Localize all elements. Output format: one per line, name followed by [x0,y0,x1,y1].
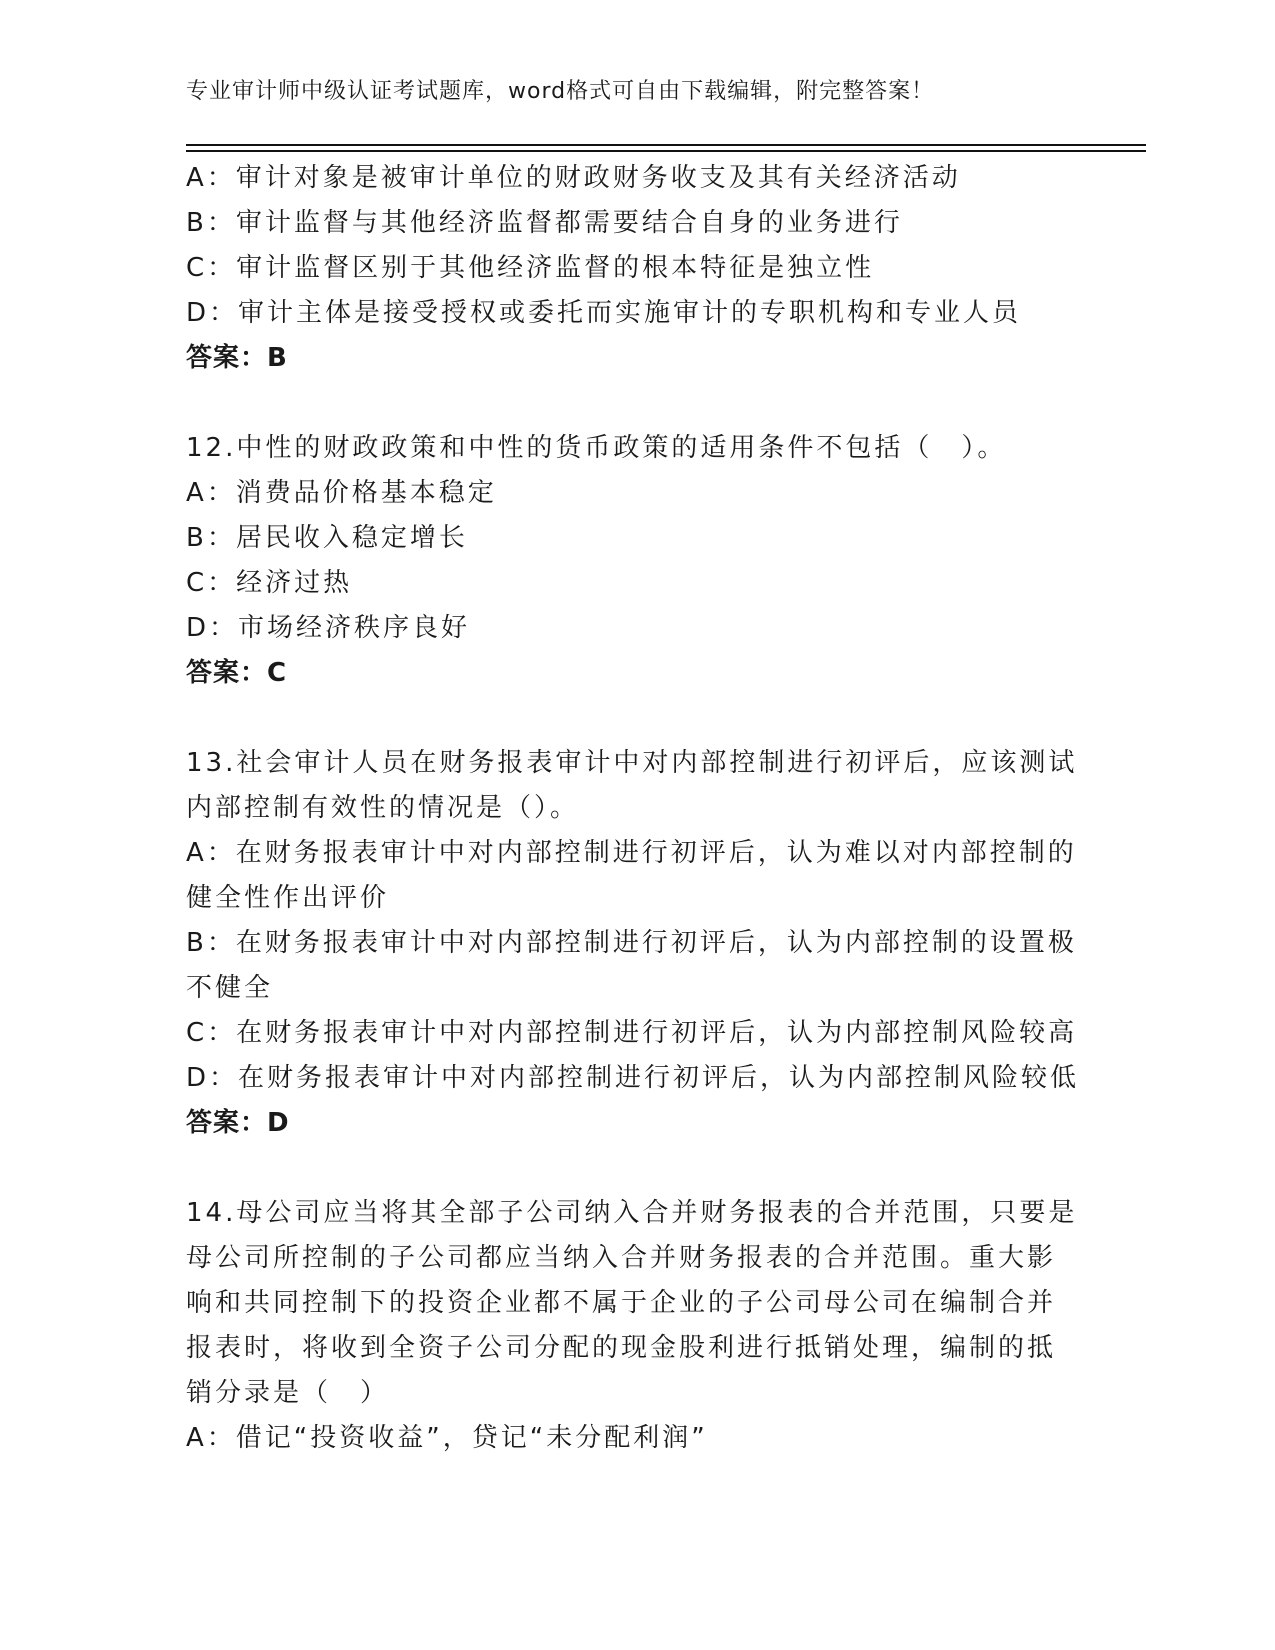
spacer [186,381,1066,426]
question-stem-line: 报表时，将收到全资子公司分配的现金股利进行抵销处理，编制的抵 [186,1333,1057,1363]
option-a: A：借记“投资收益”，贷记“未分配利润” [186,1423,708,1453]
answer: 答案：D [186,1108,290,1138]
option-d: D：审计主体是接受授权或委托而实施审计的专职机构和专业人员 [186,298,1022,328]
question-stem-line: 14.母公司应当将其全部子公司纳入合并财务报表的合并范围，只要是 [186,1198,1078,1228]
option-b: B：居民收入稳定增长 [186,523,468,553]
page-header: 专业审计师中级认证考试题库，word格式可自由下载编辑，附完整答案！ [186,79,935,104]
question-stem-line: 母公司所控制的子公司都应当纳入合并财务报表的合并范围。重大影 [186,1243,1057,1273]
header-rule-top [186,144,1146,146]
question-12 [186,426,1066,696]
question-stem-line: 内部控制有效性的情况是（）。 [186,793,580,823]
spacer [186,1146,1066,1191]
question-13 [186,741,1080,1146]
option-c: C：审计监督区别于其他经济监督的根本特征是独立性 [186,253,875,283]
header-rule-bottom [186,150,1146,152]
question-14 [186,1191,1078,1461]
question-content [186,156,1080,1461]
option-d: D：在财务报表审计中对内部控制进行初评后，认为内部控制风险较低 [186,1063,1080,1093]
option-b: B：在财务报表审计中对内部控制进行初评后，认为内部控制的设置极 [186,928,1077,958]
spacer [186,696,1066,741]
option-a-continued: 健全性作出评价 [186,883,390,913]
option-d: D：市场经济秩序良好 [186,613,471,643]
question-11 [186,156,1066,381]
option-c: C：经济过热 [186,568,353,598]
question-stem-line: 响和共同控制下的投资企业都不属于企业的子公司母公司在编制合并 [186,1288,1057,1318]
option-b: B：审计监督与其他经济监督都需要结合自身的业务进行 [186,208,903,238]
question-stem-line: 13.社会审计人员在财务报表审计中对内部控制进行初评后，应该测试 [186,748,1078,778]
option-c: C：在财务报表审计中对内部控制进行初评后，认为内部控制风险较高 [186,1018,1078,1048]
option-a: A：审计对象是被审计单位的财政财务收支及其有关经济活动 [186,163,961,193]
option-a: A：消费品价格基本稳定 [186,478,497,508]
option-a: A：在财务报表审计中对内部控制进行初评后，认为难以对内部控制的 [186,838,1077,868]
question-stem-line: 销分录是（ ） [186,1378,390,1408]
option-b-continued: 不健全 [186,973,274,1003]
answer: 答案：C [186,658,288,688]
question-stem: 12.中性的财政政策和中性的货币政策的适用条件不包括（ ）。 [186,433,1007,463]
answer: 答案：B [186,343,288,373]
